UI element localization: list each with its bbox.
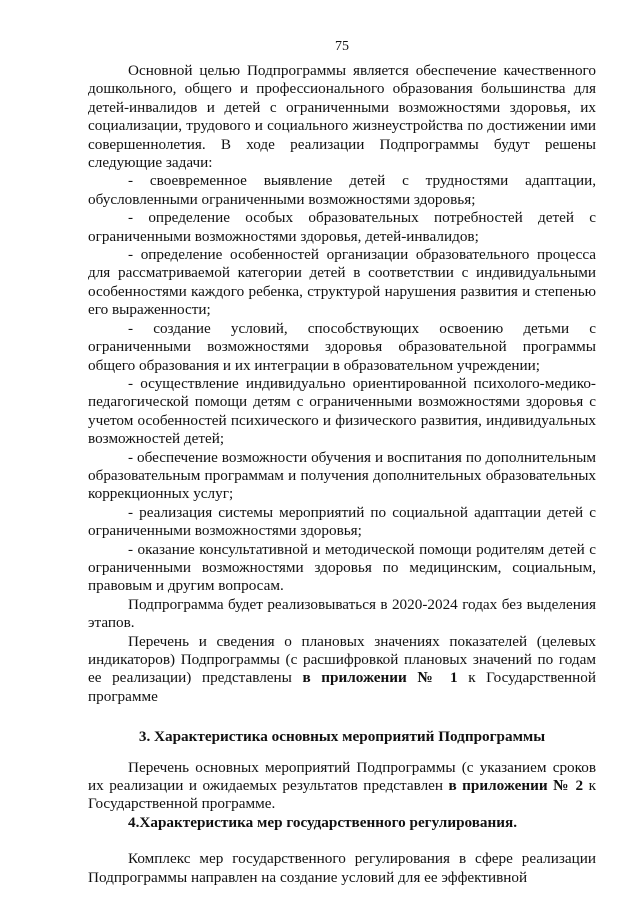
section-3-text-before: Перечень основных мероприятий Подпрограммы (с указанием сроков их реализации и ожидаемых результатов представлен <box>88 758 596 795</box>
task-item: - своевременное выявление детей с трудностями адаптации, обусловленными ограниченными возможностями здоровья; <box>88 172 596 208</box>
indicators-paragraph <box>88 633 596 707</box>
section-3-text-after: к Государственной программе. <box>88 777 596 813</box>
section-3-paragraph <box>88 759 596 814</box>
indicators-text-before: Перечень и сведения о плановых значениях показателей (целевых индикаторов) Подпрограммы (с расшифровкой плановых значений по годам ее реализации) представлены <box>88 632 596 687</box>
task-item: - определение особых образовательных потребностей детей с ограниченными возможностями здоровья, детей-инвалидов; <box>88 209 596 245</box>
section-3-heading: 3. Характеристика основных мероприятий Подпрограммы <box>138 728 546 746</box>
indicators-text-after: к Государственной программе <box>88 669 596 705</box>
period-paragraph: Подпрограмма будет реализовываться в 2020-2024 годах без выделения этапов. <box>88 595 596 632</box>
task-item: - оказание консультативной и методической помощи родителям детей с ограниченными возможностями здоровья по медицинским, социальным, правовым и другим вопросам. <box>88 540 596 595</box>
task-item: - создание условий, способствующих освоению детьми с ограниченными возможностями здоровья образовательной программы общего образования и их интеграции в образовательном учреждении; <box>88 319 596 374</box>
task-item: - реализация системы мероприятий по социальной адаптации детей с ограниченными возможностями здоровья; <box>88 503 596 540</box>
section-4-heading: 4.Характеристика мер государственного регулирования. <box>128 813 518 831</box>
intro-paragraph: Основной целью Подпрограммы является обеспечение качественного дошкольного, общего и профессионального образования большинства для детей-инвалидов и детей с ограниченными возможностями здоровья, их социализации, трудового и социального жизнеустройства по достижении ими совершеннолетия. В ходе реализации Подпрограммы будут решены следующие задачи: <box>88 62 596 172</box>
section-4-paragraph: Комплекс мер государственного регулирования в сфере реализации Подпрограммы направлен на создание условий для ее эффективной <box>88 850 596 886</box>
task-item: - обеспечение возможности обучения и воспитания по дополнительным образовательным программам и получения дополнительных образовательных коррекционных услуг; <box>88 448 596 503</box>
page-number: 75 <box>335 39 349 54</box>
appendix-1-reference: в приложении № 1 <box>302 669 458 687</box>
appendix-2-reference: в приложении № 2 <box>448 777 584 795</box>
task-item: - осуществление индивидуально ориентированной психолого-медико-педагогической помощи детям с ограниченными возможностями здоровья с учетом особенностей психического и физического развития, индивидуальных возможностей детей; <box>88 374 596 448</box>
document-body <box>88 62 596 887</box>
task-item: - определение особенностей организации образовательного процесса для рассматриваемой категории детей в соответствии с индивидуальными особенностями каждого ребенка, структурой нарушения развития и степенью его выраженности; <box>88 246 596 319</box>
